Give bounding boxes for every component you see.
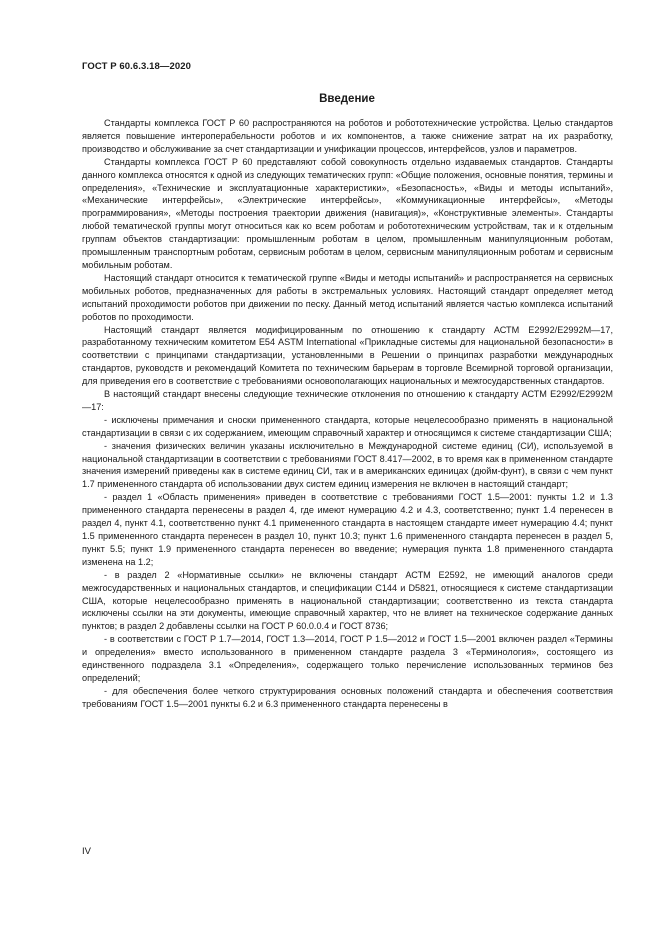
paragraph: Стандарты комплекса ГОСТ Р 60 распространяются на роботов и робототехнические устройства. Целью стандартов является повышение интероперабельности роботов и их компонентов, а также снижение затрат на их разработку, производство и обслуживание за счет стандартизации и унификации процессов, интерфейсов, узлов и параметров. xyxy=(82,118,613,154)
section-title: Введение xyxy=(319,93,375,105)
page-number: IV xyxy=(82,846,91,857)
body-text xyxy=(82,117,613,711)
list-item: - значения физических величин указаны исключительно в Международной системе единиц (СИ), используемой в национальной стандартизации в соответствии с требованиями ГОСТ 8.417—2002, в то время как в примененном стандарте значения измерений приведены как в системе единиц СИ, так и в американских единицах (дюйм-фунт), в связи с чем пункт 1.7 примененного стандарта об использовании двух систем единиц измерения не включен в настоящий стандарт; xyxy=(82,440,613,490)
paragraph: Настоящий стандарт является модифицированным по отношению к стандарту АСТМ Е2992/Е2992М—17, разработанному техническим комитетом Е54 ASTM International «Прикладные системы для национальной безопасности» в соответствии с принципами стандартизации, установленными в Решении о принципах разработки международных стандартов, руководств и рекомендаций Комитета по техническим барьерам в торговле Всемирной торговой организации, для приведения его в соответствие с требованиями основополагающих национальных и межгосударственных стандартов. xyxy=(82,324,613,387)
paragraph: Настоящий стандарт относится к тематической группе «Виды и методы испытаний» и распространяется на сервисных мобильных роботов, предназначенных для работы в экстремальных условиях. Настоящий стандарт определяет метод испытаний проходимости роботов при движении по песку. Данный метод испытаний является частью комплекса испытаний роботов по проходимости. xyxy=(82,272,613,322)
list-item: - исключены примечания и сноски примененного стандарта, которые нецелесообразно применять в национальной стандартизации в связи с их содержанием, имеющим справочный характер и относящимся к системе стандартизации США; xyxy=(82,414,613,438)
list-item: - раздел 1 «Область применения» приведен в соответствие с требованиями ГОСТ 1.5—2001: пункты 1.2 и 1.3 примененного стандарта перенесены в раздел 4, где имеют нумерацию 4.2 и 4.3, соответственно; пункт 1.4 перенесен в раздел 4, пункт 4.1, соответственно пункт 4.1 примененного стандарта в настоящем стандарте имеет нумерацию 4.4; пункт 1.5 примененного стандарта перенесен в раздел 10, пункт 10.3; пункт 1.6 примененного стандарта перенесен в раздел 5, пункт 5.5; пункт 1.9 примененного стандарта перенесен во введение; нумерация пункта 1.8 примененного стандарта изменена на 1.2; xyxy=(82,492,613,567)
paragraph: Стандарты комплекса ГОСТ Р 60 представляют собой совокупность отдельно издаваемых стандартов. Стандарты данного комплекса относятся к одной из следующих тематических групп: «Общие положения, основные понятия, термины и определения», «Технические и эксплуатационные характеристики», «Безопасность», «Виды и методы испытаний», «Механические интерфейсы», «Электрические интерфейсы», «Коммуникационные интерфейсы», «Методы программирования», «Методы построения траектории движения (навигация)», «Конструктивные элементы». Стандарты любой тематической группы могут относиться как ко всем роботам и робототехническим устройствам, так и к отдельным группам объектов стандартизации: промышленным роботам в целом, промышленным манипуляционным роботам, промышленным транспортным роботам, сервисным роботам в целом, сервисным манипуляционным роботам и сервисным мобильным роботам. xyxy=(82,156,613,270)
list-item: - в соответствии с ГОСТ Р 1.7—2014, ГОСТ 1.3—2014, ГОСТ Р 1.5—2012 и ГОСТ 1.5—2001 включен раздел «Термины и определения» вместо использованного в примененном стандарте раздела 3 «Терминология», состоящего из единственного подраздела 3.1 «Определения», содержащего только перечисление использованных терминов без определений; xyxy=(82,634,613,683)
running-header: ГОСТ Р 60.6.3.18—2020 xyxy=(82,61,192,72)
paragraph: В настоящий стандарт внесены следующие технические отклонения по отношению к стандарту АСТМ Е2992/Е2992М—17: xyxy=(82,389,613,412)
list-item: - для обеспечения более четкого структурирования основных положений стандарта и обеспечения соответствия требованиям ГОСТ 1.5—2001 пункты 6.2 и 6.3 примененного стандарта перенесены в xyxy=(82,685,613,709)
list-item: - в раздел 2 «Нормативные ссылки» не включены стандарт АСТМ Е2592, не имеющий аналогов среди межгосударственных и национальных стандартов, и спецификации С144 и D5821, относящиеся к системе стандартизации США, которые нецелесообразно применять в национальной стандартизации; соответственно из текста стандарта исключены ссылки на эти документы, имеющие справочный характер, что не влияет на техническое содержание данных пунктов; в раздел 2 добавлены ссылки на ГОСТ Р 60.0.0.4 и ГОСТ 8736; xyxy=(82,569,613,632)
